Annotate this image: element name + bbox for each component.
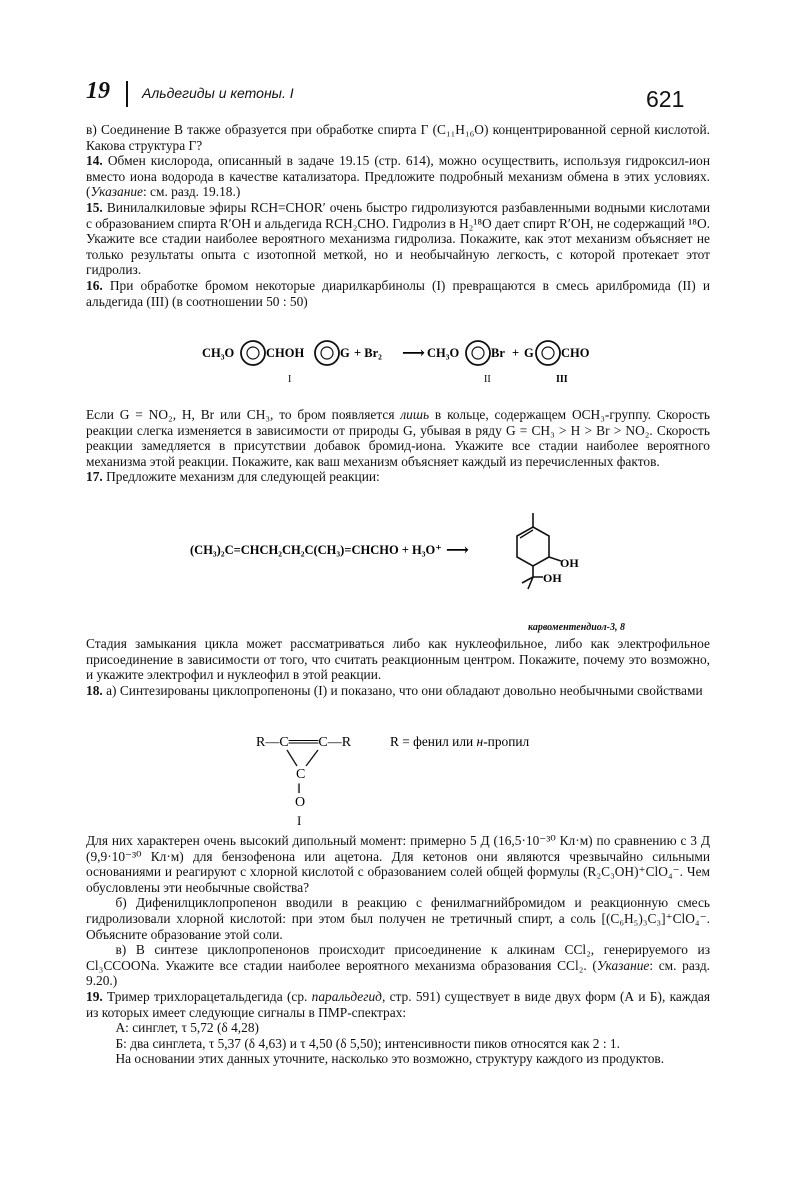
- problem-16: 16. При обработке бромом некоторые диарилкарбинолы (I) превращаются в смесь арилбромида (II) и альдегида (III) (в соотношении 50 : 50): [86, 277, 710, 309]
- bromo-group: Br: [491, 346, 505, 360]
- problem-16-continuation: Если G = NO₂, H, Br или CH₃, то бром появляется лишь в кольце, содержащем OCH₃-группу. Скорость реакции слегка изменяется в зависимости от природы G, убывая в ряду G = CH₃ > H > Br > NO₂. Скорость реакции замедляется в присутствии добавок бромид-иона. Укажите все стадии наиболее вероятного механизма этой реакции. Покажите, как ваш механизм объясняет каждый из перечисленных фактов.: [86, 407, 711, 469]
- paragraph-b: б) Дифенилциклопропенон вводили в реакцию с фенилмагнийбромидом и реакционную смесь гидролизовали хлорной кислотой: при этом был получен не третичный спирт, а соль [(C₆H₅)₃C₃]⁺ClO₄⁻. Объясните образование этой соли.: [86, 895, 710, 942]
- problem-18: 18. а) Синтезированы циклопропеноны (I) и показано, что они обладают довольно необычными свойствами: [86, 682, 703, 698]
- label-iii: III: [556, 374, 568, 385]
- cyclopropenone-top: R—C═══C—R: [256, 735, 352, 750]
- citral-equation: (CH₃)₂C=CHCH₂CH₂C(CH₃)=CHCHO + H₃O⁺: [190, 543, 442, 557]
- text-block-17-cont: [86, 636, 710, 698]
- carbonyl-double-bond-icon: ‖: [297, 782, 301, 797]
- carbinol-group: CHOH: [266, 346, 305, 360]
- text-block-top: [86, 122, 710, 309]
- substituent-g-2: G: [524, 346, 534, 360]
- cyclopropenone-structure: [0, 728, 790, 828]
- problem-17: 17. Предложите механизм для следующей реакции:: [86, 469, 380, 485]
- reaction-scheme-2: [0, 505, 790, 615]
- plus-bromine: + Br₂: [354, 346, 382, 360]
- conclusion-paragraph: На основании этих данных уточните, насколько это возможно, структуру каждого из продуктов.: [115, 1051, 665, 1067]
- paragraph-v-18: в) В синтезе циклопропенонов происходит присоединение к алкинам CCl₂, генерируемого из Cl₃CCOONa. Укажите все стадии наиболее вероятного механизма образования CCl₂. (Указание: см. разд. 9.20.): [86, 942, 710, 989]
- text-block-bottom: [86, 833, 710, 1067]
- dipole-paragraph: Для них характерен очень высокий дипольный момент: примерно 5 Д (16,5·10⁻³⁰ Кл·м) по сравнению с 3 Д (9,9·10⁻³⁰ Кл·м) для бензофенона или ацетона. Для кетонов они являются чрезвычайно сильными основаниями и реагируют с хлорной кислотой с образованием солей общей формулы (R₂C₃OH)⁺ClO₄⁻. Чем обусловлены эти необычные свойства?: [86, 833, 710, 895]
- paragraph-v: в) Соединение В также образуется при обработке спирта Г (C₁₁H₁₆O) концентрированной серной кислотой. Какова структура Г?: [86, 122, 710, 153]
- aromatic-circle-icon: [321, 347, 333, 359]
- cyclohexene-ring-icon: [517, 527, 549, 566]
- aldehyde-group: CHO: [561, 346, 590, 360]
- nmr-form-b: Б: два синглета, τ 5,37 (δ 4,63) и τ 4,50 (δ 5,50); интенсивности пиков относятся как 2 : 1.: [115, 1035, 620, 1051]
- problem-14: 14. Обмен кислорода, описанный в задаче 19.15 (стр. 614), можно осуществить, используя гидроксил-ион вместо иона водорода в качестве катализатора. Предложите подробный механизм обмена в этих условиях. (Указание: см. разд. 19.18.): [86, 153, 710, 200]
- ring-bond-icon: [287, 750, 297, 766]
- structure-label-i: I: [297, 813, 302, 828]
- problem-19: 19. Тример трихлорацетальдегида (ср. паральдегид, стр. 591) существует в виде двух форм (А и Б), каждая из которых имеет следующие сигналы в ПМР-спектрах:: [86, 988, 710, 1020]
- ring-closure-paragraph: Стадия замыкания цикла может рассматриваться либо как нуклеофильное, либо как электрофильное присоединение в зависимости от того, что считать реакционным центром. Покажите, почему это возможно, и укажите электрофил и нуклеофил в этой реакции.: [86, 636, 710, 683]
- benzene-ring-icon: [466, 341, 490, 365]
- benzene-ring-icon: [315, 341, 339, 365]
- aromatic-circle-icon: [247, 347, 259, 359]
- hydroxyl-2: OH: [543, 571, 562, 585]
- plus-sign: +: [512, 346, 520, 360]
- nmr-form-a: А: синглет, τ 5,72 (δ 4,28): [115, 1020, 259, 1036]
- label-ii: II: [484, 374, 491, 385]
- carbonyl-oxygen: O: [295, 795, 306, 810]
- substituent-g: G: [340, 346, 350, 360]
- reaction-scheme-1: [0, 330, 790, 390]
- reaction-arrow-icon: ⟶: [446, 542, 469, 559]
- problem-15: 15. Винилалкиловые эфиры RCH=CHOR′ очень быстро гидролизуются разбавленными водными кислотами с образованием спирта R′OH и альдегида RCH₂CHO. Гидролиз в H₂¹⁸O дает спирт R′OH, не содержащий ¹⁸O. Укажите все стадии наиболее вероятного механизма гидролиза. Покажите, как этот механизм объясняет не только результаты опыта с изотопной меткой, но и необычайную легкость, с которой протекает этот гидролиз.: [86, 199, 710, 278]
- chapter-title: Альдегиды и кетоны. I: [142, 85, 294, 101]
- product-caption: карвоментендиол-3, 8: [528, 622, 625, 633]
- label-i: I: [288, 374, 292, 385]
- ring-bond-icon: [306, 750, 318, 766]
- aromatic-circle-icon: [472, 347, 484, 359]
- aromatic-circle-icon: [542, 347, 554, 359]
- chapter-number: 19: [86, 78, 110, 104]
- carbonyl-carbon: C: [296, 767, 306, 782]
- benzene-ring-icon: [241, 341, 265, 365]
- running-header: [86, 78, 294, 107]
- reaction-arrow-icon: ⟶: [402, 345, 425, 362]
- benzene-ring-icon: [536, 341, 560, 365]
- methoxy-left: CH₃O: [202, 346, 235, 360]
- hydroxyl-1: OH: [560, 556, 579, 570]
- r-definition: R = фенил или н-пропил: [390, 734, 530, 749]
- page-number: 621: [646, 86, 685, 112]
- header-divider: [126, 81, 128, 107]
- methoxy-right: CH₃O: [427, 346, 460, 360]
- text-block-16-cont: [86, 407, 710, 485]
